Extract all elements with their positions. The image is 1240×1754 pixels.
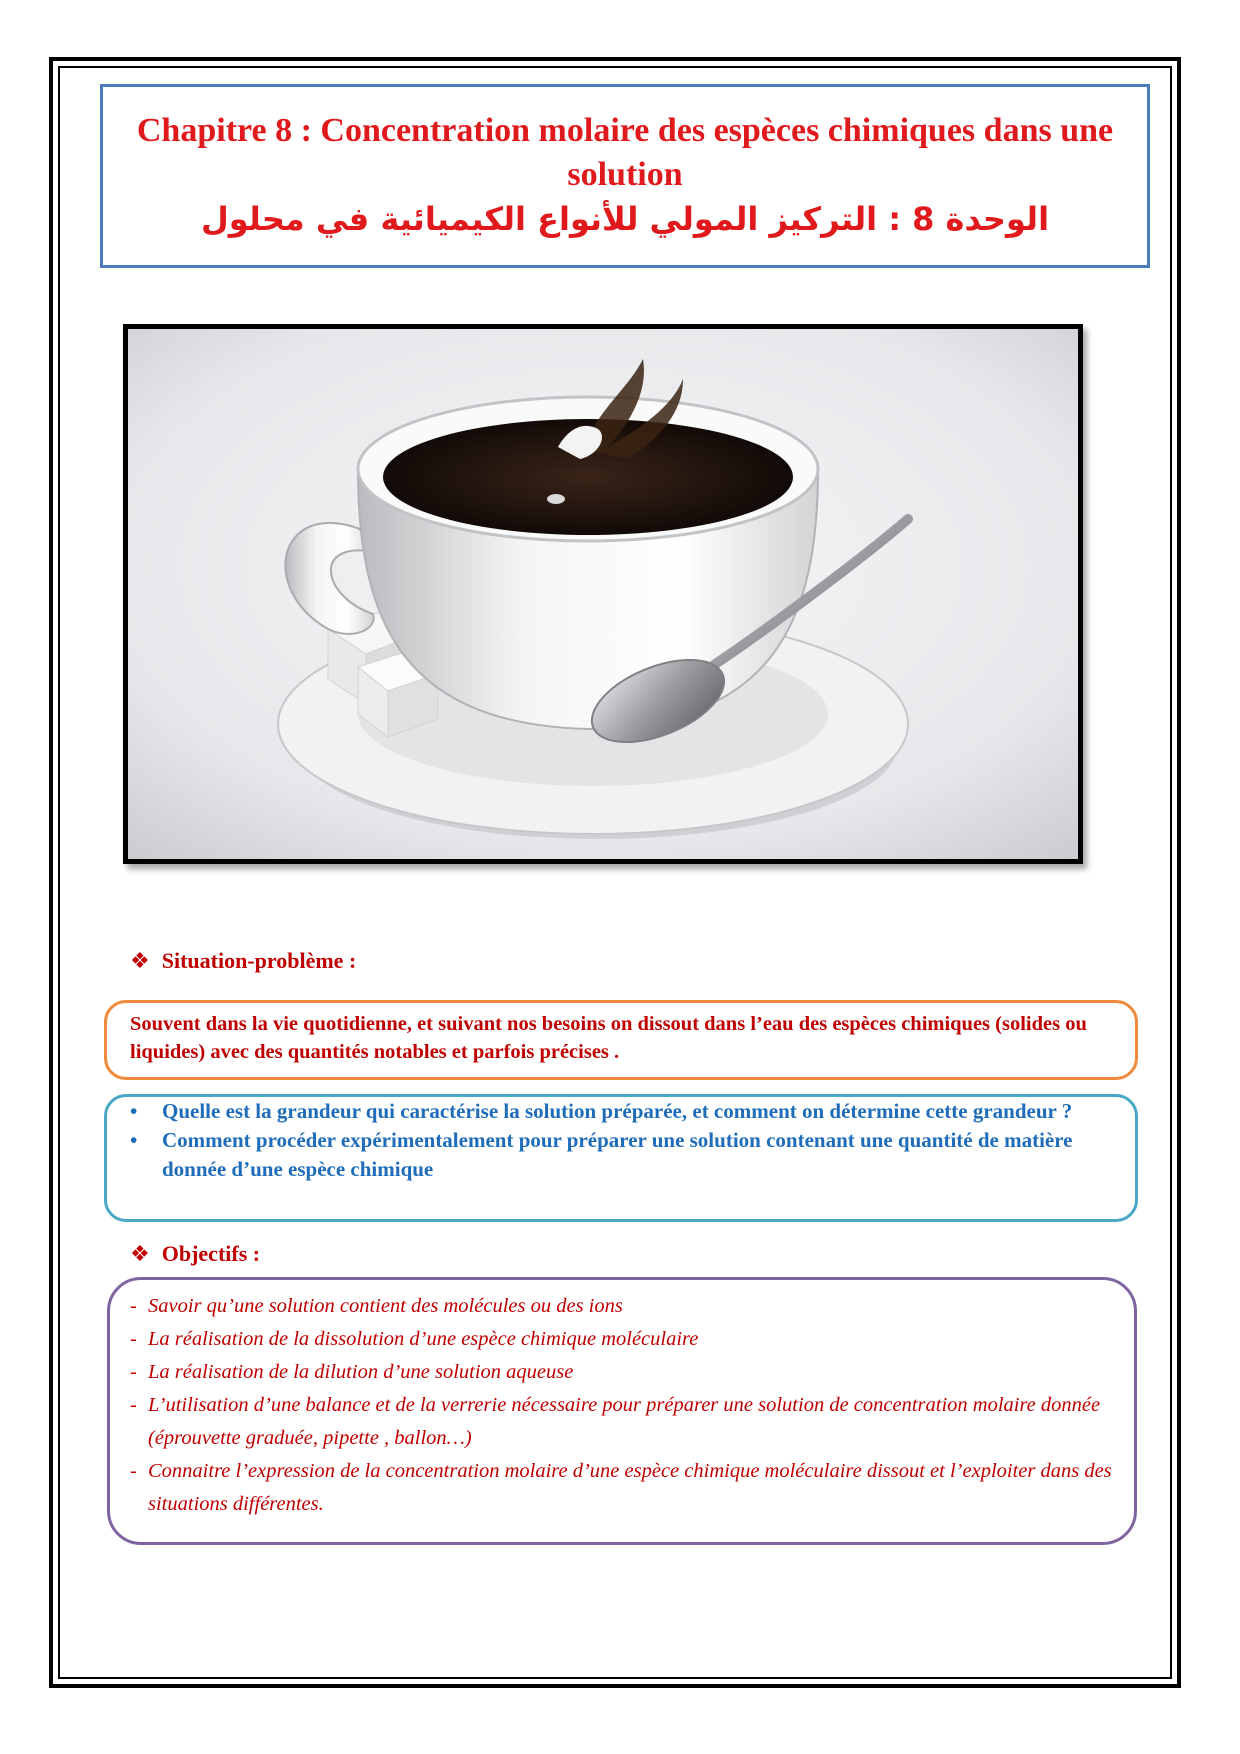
objective-text: La réalisation de la dilution d’une solution aqueuse [148,1361,574,1383]
diamond-bullet-icon: ❖ [130,1242,150,1267]
dash-icon: - [130,1460,137,1482]
situation-text: Souvent dans la vie quotidienne, et suivant nos besoins on dissout dans l’eau des espèces chimiques (solides ou liquides) avec des quantités notables et parfois précises . [130,1013,1087,1063]
question-text: Comment procéder expérimentalement pour préparer une solution contenant une quantité de matière donnée d’une espèce chimique [162,1128,1073,1181]
diamond-bullet-icon: ❖ [130,949,150,974]
objective-text: La réalisation de la dissolution d’une espèce chimique moléculaire [148,1328,699,1350]
list-item [130,1356,1120,1389]
list-item [130,1323,1120,1356]
situation-heading-label: Situation-problème : [161,948,357,973]
situation-heading [130,947,356,976]
list-item [130,1290,1120,1323]
bullet-icon: • [130,1099,138,1123]
questions-list [128,1097,1128,1184]
chapter-title-box [100,84,1150,268]
chapter-title-french: Chapitre 8 : Concentration molaire des espèces chimiques dans une solution [136,112,1114,193]
list-item [130,1389,1120,1455]
list-item [130,1455,1120,1521]
objective-text: L’utilisation d’une balance et de la verrerie nécessaire pour préparer une solution de concentration molaire donnée (éprouvette graduée, pipette , ballon…) [148,1394,1101,1449]
bullet-icon: • [130,1128,138,1152]
coffee-cup-image-icon [128,329,1078,859]
objectives-heading [130,1240,260,1269]
objective-text: Connaitre l’expression de la concentration molaire d’une espèce chimique moléculaire dissout et l’exploiter dans des situations différentes. [148,1460,1112,1515]
dash-icon: - [130,1328,137,1350]
objectives-list [130,1290,1120,1521]
objective-text: Savoir qu’une solution contient des molécules ou des ions [148,1295,623,1317]
dash-icon: - [130,1361,137,1383]
objectives-heading-label: Objectifs : [161,1241,261,1266]
list-item [128,1126,1128,1184]
dash-icon: - [130,1295,137,1317]
list-item [128,1097,1128,1126]
question-text: Quelle est la grandeur qui caractérise la solution préparée, et comment on détermine cette grandeur ? [162,1099,1073,1123]
coffee-cup-photo [123,324,1083,864]
chapter-title-arabic: الوحدة 8 : التركيز المولي للأنواع الكيميائية في محلول [200,200,1050,238]
dash-icon: - [130,1394,137,1416]
